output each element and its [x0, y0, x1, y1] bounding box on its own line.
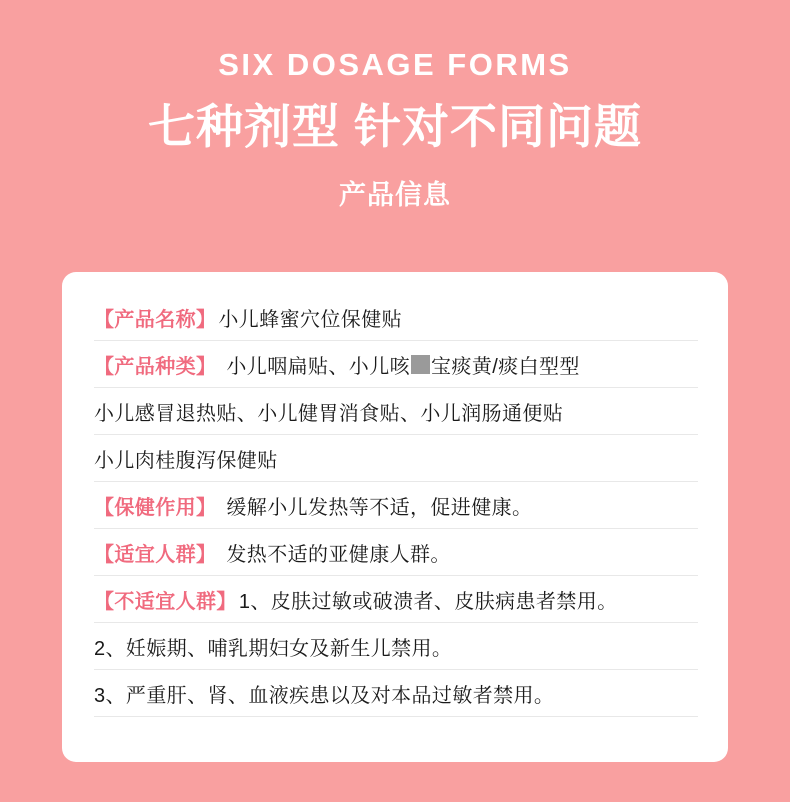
row-value: 小儿感冒退热贴、小儿健胃消食贴、小儿润肠通便贴 [94, 402, 564, 425]
table-row [94, 576, 698, 623]
section-subtitle: 产品信息 [339, 179, 451, 210]
table-row [94, 435, 698, 482]
row-value: 1、皮肤过敏或破溃者、皮肤病患者禁用。 [238, 590, 618, 613]
table-row [94, 623, 698, 670]
product-info-card [62, 272, 728, 762]
info-table [94, 294, 698, 717]
eyebrow-text: SIX DOSAGE FORMS [218, 47, 572, 82]
row-value: 发热不适的亚健康人群。 [226, 543, 451, 566]
redaction-block [411, 355, 430, 374]
row-value: 2、妊娠期、哺乳期妇女及新生儿禁用。 [94, 637, 453, 660]
table-row [94, 482, 698, 529]
row-value: 小儿蜂蜜穴位保健贴 [218, 308, 403, 331]
row-value-before: 小儿咽扁贴、小儿咳 [226, 355, 411, 378]
row-label: 【产品名称】 [94, 308, 217, 331]
page-title: 七种剂型 针对不同问题 [147, 100, 643, 154]
table-row [94, 341, 698, 388]
row-label: 【产品种类】 [94, 355, 217, 378]
row-value: 3、严重肝、肾、血液疾患以及对本品过敏者禁用。 [94, 684, 555, 707]
row-value: 缓解小儿发热等不适，促进健康。 [226, 496, 533, 519]
row-label: 【保健作用】 [94, 496, 217, 519]
table-row [94, 294, 698, 341]
table-row [94, 670, 698, 717]
row-label: 【不适宜人群】 [94, 590, 237, 613]
table-row [94, 529, 698, 576]
row-value: 小儿肉桂腹泻保健贴 [94, 449, 278, 472]
row-label: 【适宜人群】 [94, 543, 217, 566]
table-row [94, 388, 698, 435]
poster-header [0, 0, 790, 212]
row-value-after: 宝痰黄/痰白型型 [431, 355, 580, 378]
